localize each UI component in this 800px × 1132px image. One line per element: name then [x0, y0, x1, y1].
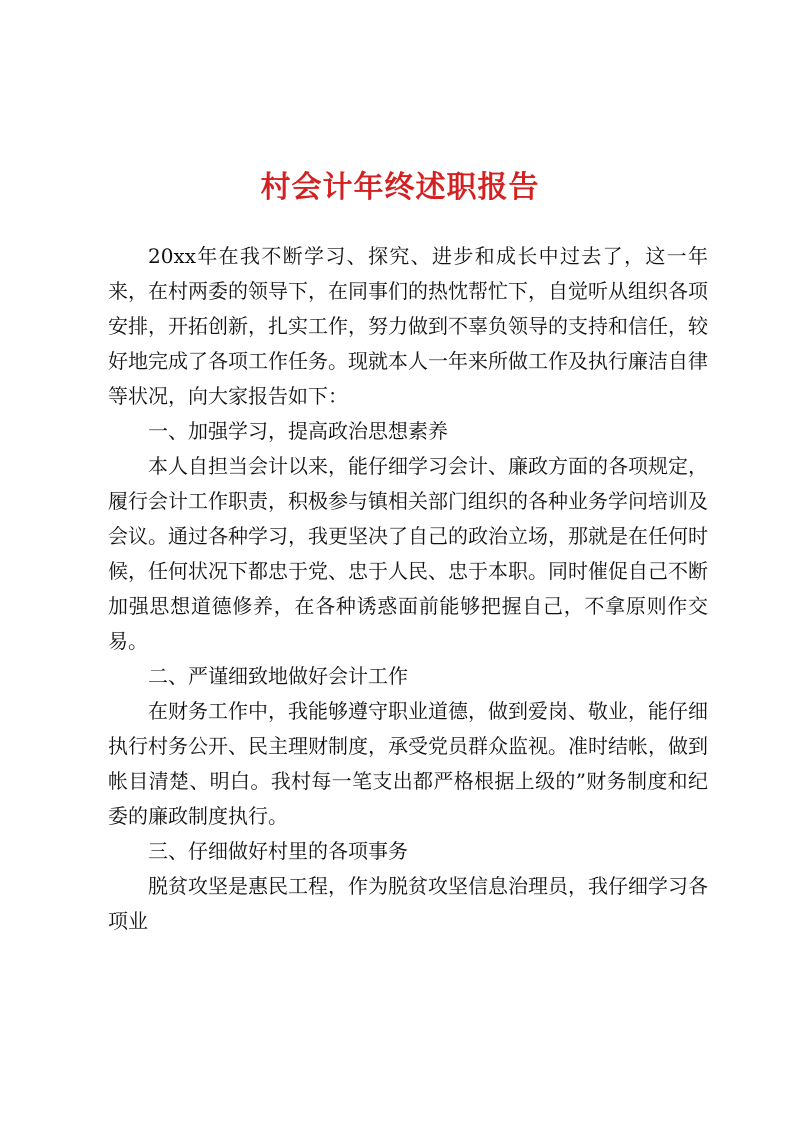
paragraph-section-3: 脱贫攻坚是惠民工程，作为脱贫攻坚信息治理员，我仔细学习各项业 — [108, 874, 708, 933]
paragraph-section-1: 本人自担当会计以来，能仔细学习会计、廉政方面的各项规定，履行会计工作职责，积极参与镇相关部门组织的各种业务学问培训及会议。通过各种学习，我更坚决了自己的政治立场，那就是在任何时候，任何状况下都忠于党、忠于人民、忠于本职。同时催促自己不断加强思想道德修养，在各种诱惑面前能够把握自己，不拿原则作交易。 — [108, 454, 708, 653]
document-title: 村会计年终述职报告 — [260, 170, 540, 205]
section-heading-2: 二、严谨细致地做好会计工作 — [148, 664, 408, 688]
paragraph-intro: 20xx年在我不断学习、探究、进步和成长中过去了，这一年来，在村两委的领导下，在同事们的热忱帮忙下，自觉听从组织各项安排，开拓创新，扎实工作，努力做到不辜负领导的支持和信任，较好地完成了各项工作任务。现就本人一年来所做工作及执行廉洁自律等状况，向大家报告如下： — [108, 244, 708, 408]
section-heading-3: 三、仔细做好村里的各项事务 — [148, 839, 408, 863]
paragraph-section-2: 在财务工作中，我能够遵守职业道德，做到爱岗、敬业，能仔细执行村务公开、民主理财制度，承受党员群众监视。准时结帐，做到帐目清楚、明白。我村每一笔支出都严格根据上级的”财务制度和纪委的廉政制度执行。 — [108, 699, 708, 828]
section-heading-1: 一、加强学习，提高政治思想素养 — [148, 419, 448, 443]
document-body — [108, 239, 708, 939]
